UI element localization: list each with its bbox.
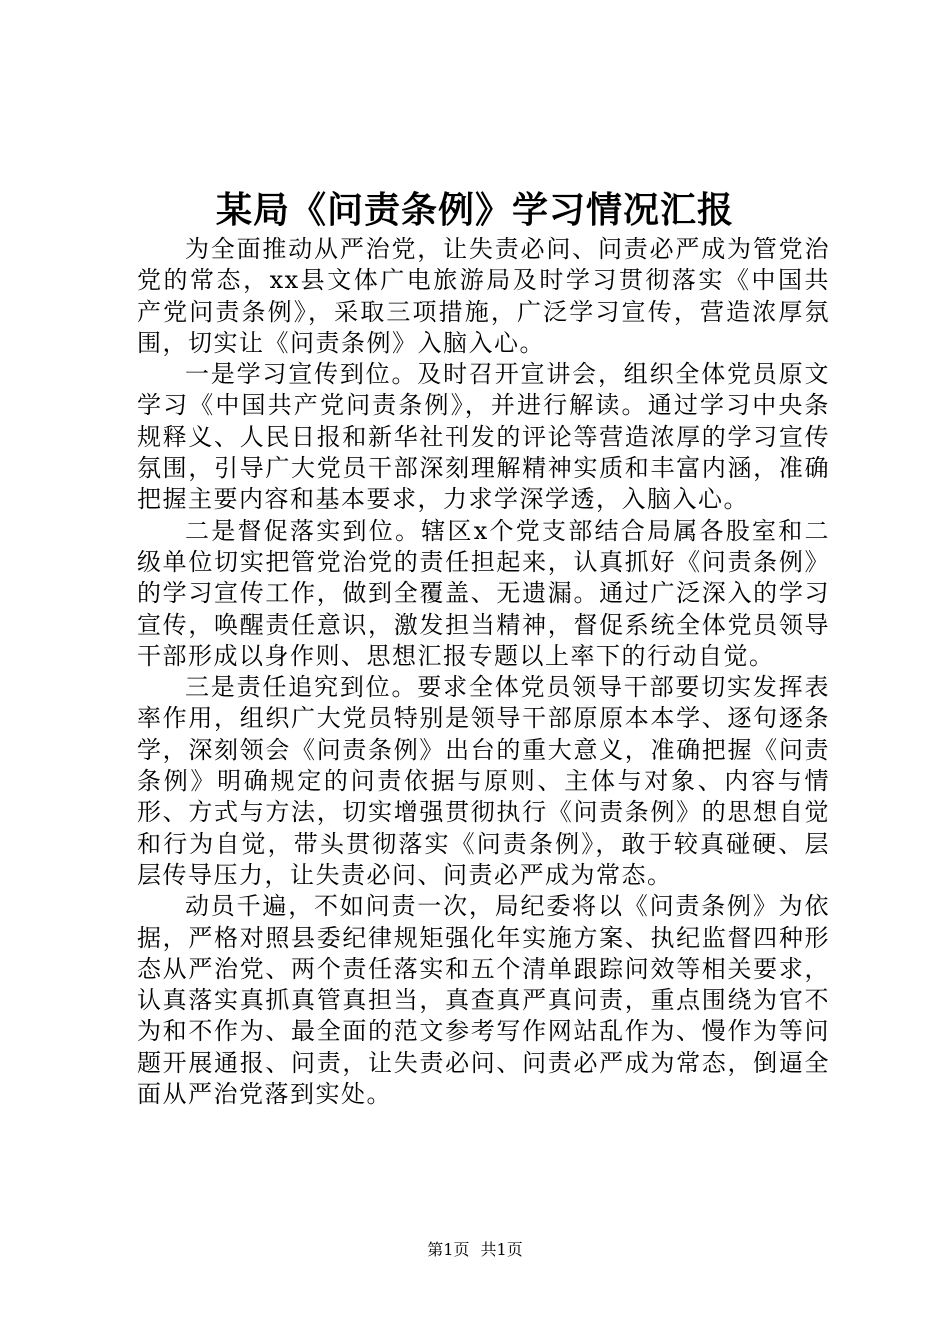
paragraph-conclusion: 动员千遍，不如问责一次，局纪委将以《问责条例》为依据，严格对照县委纪律规矩强化年实施方案、执纪监督四种形态从严治党、两个责任落实和五个清单跟踪问效等相关要求，认真落实真抓真管真担当，真查真严真问责，重点围绕为官不为和不作为、最全面的范文参考写作网站乱作为、慢作为等问题开展通报、问责，让失责必问、问责必严成为常态，倒逼全面从严治党落到实处。 bbox=[137, 892, 830, 1109]
paragraph-study-publicity: 一是学习宣传到位。及时召开宣讲会，组织全体党员原文学习《中国共产党问责条例》，并进行解读。通过学习中央条规释义、人民日报和新华社刊发的评论等营造浓厚的学习宣传氛围，引导广大党员干部深刻理解精神实质和丰富内涵，准确把握主要内容和基本要求，力求学深学透，入脑入心。 bbox=[137, 360, 830, 514]
page-total: 共1页 bbox=[480, 1240, 523, 1259]
paragraph-intro: 为全面推动从严治党，让失责必问、问责必严成为管党治党的常态，xx县文体广电旅游局及时学习贯彻落实《中国共产党问责条例》，采取三项措施，广泛学习宣传，营造浓厚氛围，切实让《问责条例》入脑入心。 bbox=[137, 235, 830, 357]
document-body bbox=[137, 234, 830, 1110]
paragraph-supervision: 二是督促落实到位。辖区x个党支部结合局属各股室和二级单位切实把管党治党的责任担起来，认真抓好《问责条例》的学习宣传工作，做到全覆盖、无遗漏。通过广泛深入的学习宣传，唤醒责任意识，激发担当精神，督促系统全体党员领导干部形成以身作则、思想汇报专题以上率下的行动自觉。 bbox=[137, 516, 830, 670]
page-number: 第1页 bbox=[427, 1240, 470, 1259]
paragraph-accountability: 三是责任追究到位。要求全体党员领导干部要切实发挥表率作用，组织广大党员特别是领导干部原原本本学、逐句逐条学，深刻领会《问责条例》出台的重大意义，准确把握《问责条例》明确规定的问责依据与原则、主体与对象、内容与情形、方式与方法，切实增强贯彻执行《问责条例》的思想自觉和行为自觉，带头贯彻落实《问责条例》，敢于较真碰硬、层层传导压力，让失责必问、问责必严成为常态。 bbox=[137, 673, 830, 889]
document-title: 某局《问责条例》学习情况汇报 bbox=[215, 189, 734, 231]
page-footer bbox=[0, 1240, 950, 1260]
